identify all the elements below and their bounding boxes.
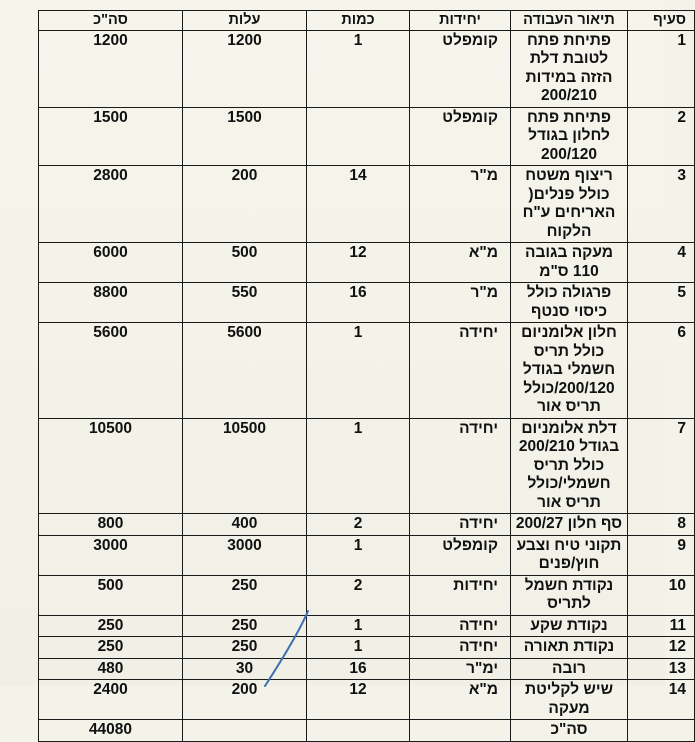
row-description: פתיחת פתח לטובת דלת הזזה במידות 200/210 (511, 30, 628, 107)
row-unit: קומפלט (410, 535, 511, 575)
header-unit: יחידות (410, 11, 511, 31)
row-item: 9 (628, 535, 695, 575)
table-row (39, 30, 695, 107)
row-quantity: 12 (307, 680, 410, 720)
header-total: סה"כ (39, 11, 183, 31)
table-row (39, 283, 695, 323)
table-row (39, 418, 695, 514)
row-unit: קומפלט (410, 107, 511, 166)
row-unit: יחידה (410, 514, 511, 536)
row-total: 3000 (39, 535, 183, 575)
row-cost: 1200 (183, 30, 307, 107)
row-description: נקודת שקע (511, 615, 628, 637)
row-quantity: 1 (307, 637, 410, 659)
row-total: 250 (39, 637, 183, 659)
row-description: סף חלון 200/27 (511, 514, 628, 536)
row-unit: קומפלט (410, 30, 511, 107)
row-total: 2400 (39, 680, 183, 720)
row-unit: יחידה (410, 615, 511, 637)
row-unit: מ"ר (410, 166, 511, 243)
row-total: 5600 (39, 323, 183, 419)
table-row (39, 107, 695, 166)
table-row (39, 575, 695, 615)
table-row (39, 615, 695, 637)
row-total: 8800 (39, 283, 183, 323)
row-quantity: 14 (307, 166, 410, 243)
row-unit: מ"ר (410, 283, 511, 323)
row-description: ריצוף משטח כולל פנלים( האריחים ע"ח הלקוח (511, 166, 628, 243)
summary-label: סה"כ (511, 720, 628, 742)
header-quantity: כמות (307, 11, 410, 31)
row-item: 2 (628, 107, 695, 166)
row-total: 1200 (39, 30, 183, 107)
row-item: 11 (628, 615, 695, 637)
row-cost: 500 (183, 243, 307, 283)
header-description: תיאור העבודה (511, 11, 628, 31)
row-description: רובה (511, 658, 628, 680)
summary-item-empty (628, 720, 695, 742)
row-description: נקודת חשמל לתריס (511, 575, 628, 615)
row-cost: 10500 (183, 418, 307, 514)
row-item: 1 (628, 30, 695, 107)
row-cost: 200 (183, 680, 307, 720)
summary-quantity-empty (307, 720, 410, 742)
table-row (39, 535, 695, 575)
row-description: דלת אלומניום בגודל 200/210 כולל תריס חשמלי/כולל תריס אור (511, 418, 628, 514)
table-row (39, 514, 695, 536)
header-item: סעיף (628, 11, 695, 31)
row-quantity: 12 (307, 243, 410, 283)
row-unit: יחידה (410, 637, 511, 659)
row-item: 6 (628, 323, 695, 419)
row-item: 8 (628, 514, 695, 536)
row-cost: 30 (183, 658, 307, 680)
row-description: חלון אלומניום כולל תריס חשמלי בגודל 200/120/כולל תריס אור (511, 323, 628, 419)
row-description: תקוני טיח וצבע חוץ/פנים (511, 535, 628, 575)
row-item: 5 (628, 283, 695, 323)
row-quantity: 1 (307, 418, 410, 514)
row-item: 10 (628, 575, 695, 615)
row-item: 7 (628, 418, 695, 514)
row-unit: ימ"ר (410, 658, 511, 680)
table-row (39, 323, 695, 419)
table-row (39, 658, 695, 680)
row-unit: יחידות (410, 575, 511, 615)
row-item: 12 (628, 637, 695, 659)
row-cost: 250 (183, 575, 307, 615)
row-description: מעקה בגובה 110 ס"מ (511, 243, 628, 283)
row-cost: 550 (183, 283, 307, 323)
work-estimate-table (38, 10, 695, 742)
row-description: פתיחת פתח לחלון בגודל 200/120 (511, 107, 628, 166)
summary-total: 44080 (39, 720, 183, 742)
row-item: 13 (628, 658, 695, 680)
row-total: 250 (39, 615, 183, 637)
row-description: נקודת תאורה (511, 637, 628, 659)
row-unit: יחידה (410, 323, 511, 419)
table-row (39, 637, 695, 659)
row-unit: מ"א (410, 243, 511, 283)
row-total: 480 (39, 658, 183, 680)
row-item: 14 (628, 680, 695, 720)
row-item: 4 (628, 243, 695, 283)
header-row (39, 11, 695, 31)
row-cost: 250 (183, 637, 307, 659)
row-cost: 3000 (183, 535, 307, 575)
table-row (39, 680, 695, 720)
row-quantity: 2 (307, 514, 410, 536)
row-quantity: 1 (307, 535, 410, 575)
row-total: 500 (39, 575, 183, 615)
row-description: פרגולה כולל כיסוי סנטף (511, 283, 628, 323)
row-quantity: 1 (307, 30, 410, 107)
row-quantity: 2 (307, 575, 410, 615)
row-cost: 1500 (183, 107, 307, 166)
row-cost: 200 (183, 166, 307, 243)
row-total: 1500 (39, 107, 183, 166)
row-cost: 5600 (183, 323, 307, 419)
row-total: 800 (39, 514, 183, 536)
table-row (39, 166, 695, 243)
row-unit: מ"א (410, 680, 511, 720)
row-total: 10500 (39, 418, 183, 514)
table-row (39, 243, 695, 283)
row-quantity: 1 (307, 615, 410, 637)
row-total: 2800 (39, 166, 183, 243)
row-cost: 400 (183, 514, 307, 536)
summary-unit-empty (410, 720, 511, 742)
row-total: 6000 (39, 243, 183, 283)
row-quantity: 16 (307, 658, 410, 680)
row-quantity (307, 107, 410, 166)
row-quantity: 16 (307, 283, 410, 323)
header-cost: עלות (183, 11, 307, 31)
summary-row (39, 720, 695, 742)
row-quantity: 1 (307, 323, 410, 419)
row-description: שיש לקליטת מעקה (511, 680, 628, 720)
row-unit: יחידה (410, 418, 511, 514)
row-item: 3 (628, 166, 695, 243)
summary-cost-empty (183, 720, 307, 742)
row-cost: 250 (183, 615, 307, 637)
